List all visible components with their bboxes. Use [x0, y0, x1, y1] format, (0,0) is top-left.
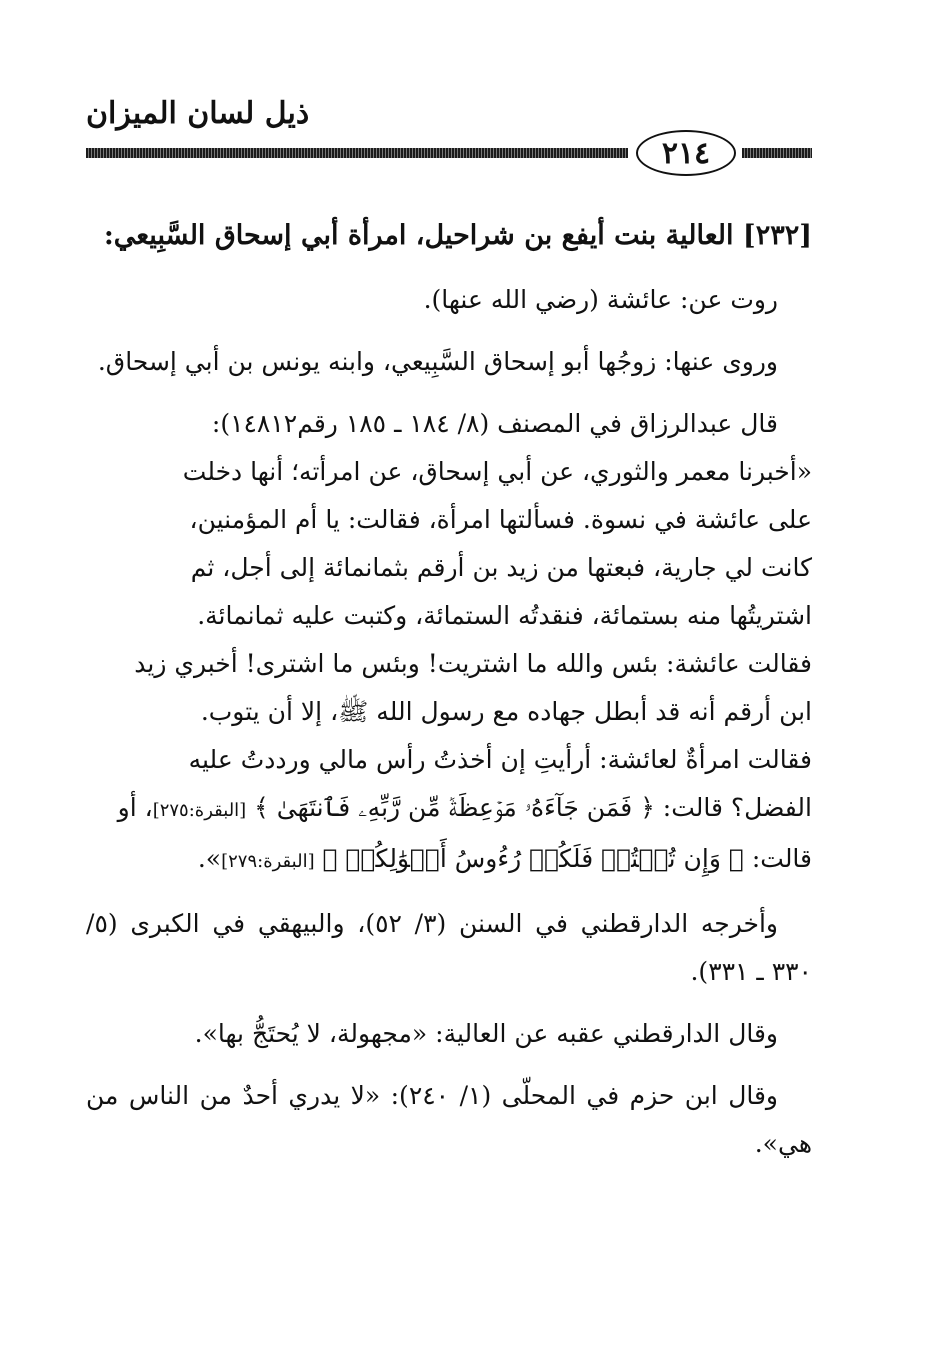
quote-text-fragment: ، أو: [117, 793, 153, 822]
running-title: ذيل لسان الميزان: [86, 96, 310, 131]
daraqutni-comment: وقال الدارقطني عقبه عن العالية: «مجهولة، لا يُحتَجُّ بها».: [194, 1019, 778, 1048]
quote-text-fragment: ».: [197, 844, 222, 873]
quranic-verse: ﴿ وَإِن تُبۡتُمۡ فَلَكُمۡ رُءُوسُ أَمۡوَٰلِكُمۡ ﴾: [322, 844, 744, 873]
entry-body: [86, 212, 812, 1182]
quote-line: اشتريتُها منه بستمائة، فنقدتُه الستمائة، وكتبت عليه ثمانمائة.: [197, 601, 812, 630]
quranic-verse: ﴿ فَمَن جَآءَهُۥ مَوۡعِظَةٞ مِّن رَّبِّهِۦ فَٱنتَهَىٰ ﴾: [254, 793, 655, 822]
quote-line-with-verse: [86, 784, 812, 835]
quote-line: ابن أرقم أنه قد أبطل جهاده مع رسول الله ﷺ، إلا أن يتوب.: [200, 697, 812, 726]
entry-heading: [٢٣٢] العالية بنت أيفع بن شراحيل، امرأة أبي إسحاق السَّبِيعي:: [103, 220, 812, 251]
narrated-from: روت عن: عائشة (رضي الله عنها).: [423, 285, 778, 314]
quote-text-fragment: الفضل؟ قالت:: [662, 793, 812, 822]
quote-line: على عائشة في نسوة. فسألتها امرأة، فقالت: يا أم المؤمنين،: [189, 505, 812, 534]
source-intro: قال عبدالرزاق في المصنف (٨/ ١٨٤ ـ ١٨٥ رقم١٤٨١٢):: [211, 409, 778, 438]
page-number: ٢١٤: [636, 130, 736, 176]
quote-line: كانت لي جارية، فبعتها من زيد بن أرقم بثمانمائة إلى أجل، ثم: [190, 553, 812, 582]
quoted-report: [86, 448, 812, 886]
quote-line: فقالت امرأةٌ لعائشة: أرأيتِ إن أخذتُ رأس مالي ورددتُ عليه: [188, 745, 812, 774]
header-rule-right: [742, 148, 812, 158]
header-rule-left: [86, 148, 628, 158]
also-narrated: وأخرجه الدارقطني في السنن (٣/ ٥٢)، والبيهقي في الكبرى (٥/ ٣٣٠ ـ ٣٣١).: [86, 909, 812, 986]
quote-text-fragment: قالت:: [751, 844, 812, 873]
quote-line: «أخبرنا معمر والثوري، عن أبي إسحاق، عن امرأته؛ أنها دخلت: [182, 457, 812, 486]
verse-reference: [البقرة:٢٧٥]: [152, 800, 247, 821]
ibn-hazm-comment: وقال ابن حزم في المحلّى (١/ ٢٤٠): «لا يدري أحدٌ من الناس من هي».: [86, 1081, 812, 1158]
verse-reference: [البقرة:٢٧٩]: [221, 851, 315, 872]
quote-line-with-verse: [86, 835, 812, 886]
quote-line: فقالت عائشة: بئس والله ما اشتريت! وبئس ما اشترى! أخبري زيد: [134, 649, 812, 678]
narrated-by: وروى عنها: زوجُها أبو إسحاق السَّبِيعي، وابنه يونس بن أبي إسحاق.: [97, 347, 778, 376]
page-header: [0, 0, 932, 200]
